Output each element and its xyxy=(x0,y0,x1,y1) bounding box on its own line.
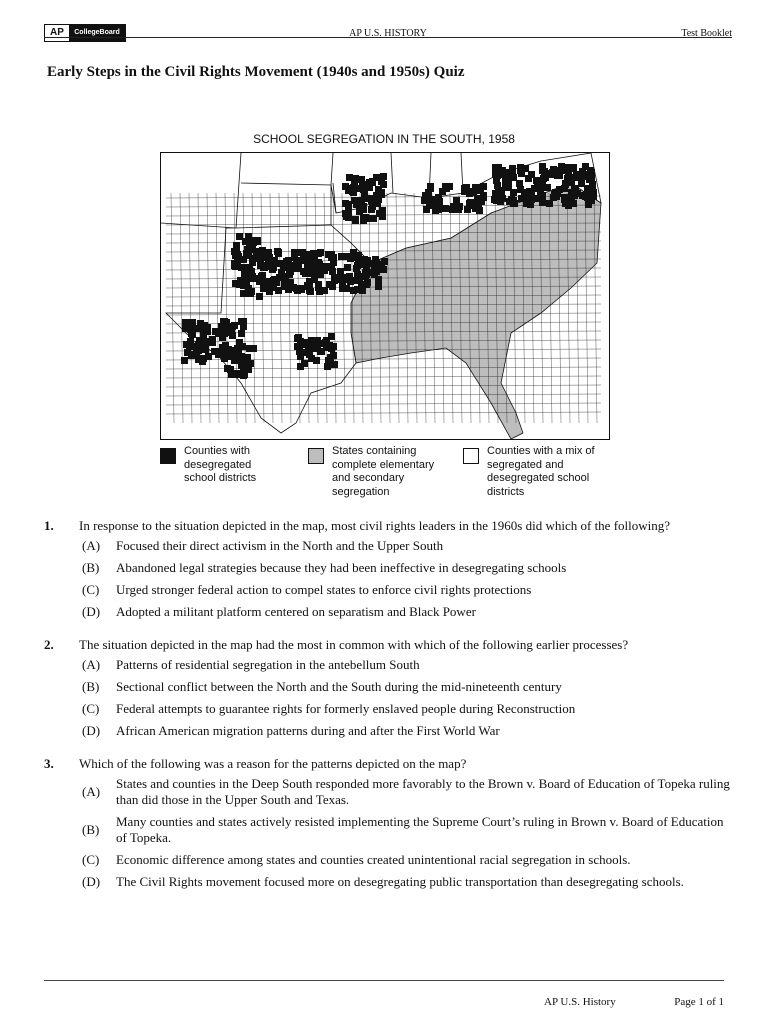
legend-label: States containing complete elementary and secondary segregation xyxy=(332,445,435,498)
legend-label: Counties with desegregated school districts xyxy=(184,445,257,484)
header-subject: AP U.S. HISTORY xyxy=(349,28,427,39)
answer-option-c[interactable] xyxy=(82,701,734,717)
option-letter: (C) xyxy=(82,852,100,867)
page-header xyxy=(44,22,732,42)
option-letter: (B) xyxy=(82,679,100,694)
option-text: States and counties in the Deep South responded more favorably to the Brown v. Board of Education of Topeka ruling than did those in the Upper South and Texas. xyxy=(116,776,730,807)
option-text: The Civil Rights movement focused more on desegregating public transportation than desegregating schools. xyxy=(116,874,684,889)
option-letter: (A) xyxy=(82,538,101,553)
option-text: Patterns of residential segregation in the antebellum South xyxy=(116,657,420,672)
question-stem: In response to the situation depicted in the map, most civil rights leaders in the 1960s did which of the following? xyxy=(79,518,671,533)
answer-option-c[interactable] xyxy=(82,852,734,868)
option-text: Federal attempts to guarantee rights for formerly enslaved people during Reconstruction xyxy=(116,701,576,716)
legend-item-complete-segregation xyxy=(308,445,434,499)
question-number: 3. xyxy=(44,756,54,771)
option-letter: (C) xyxy=(82,582,100,597)
answer-option-b[interactable] xyxy=(82,679,734,695)
option-letter: (A) xyxy=(82,657,101,672)
option-text: Many counties and states actively resisted implementing the Supreme Court’s ruling in Brown v. Board of Education of Topeka. xyxy=(116,814,724,845)
answer-option-a[interactable] xyxy=(82,657,734,673)
question-stem: The situation depicted in the map had the most in common with which of the following earlier processes? xyxy=(79,637,629,652)
option-text: Adopted a militant platform centered on separatism and Black Power xyxy=(116,604,476,619)
option-letter: (C) xyxy=(82,701,100,716)
question-number: 2. xyxy=(44,637,54,652)
option-text: Abandoned legal strategies because they had been ineffective in desegregating schools xyxy=(116,560,567,575)
logo-collegeboard: CollegeBoard xyxy=(69,25,125,41)
legend-label: Counties with a mix of segregated and desegregated school districts xyxy=(487,445,595,498)
option-text: African American migration patterns during and after the First World War xyxy=(116,723,500,738)
answer-option-b[interactable] xyxy=(82,814,734,846)
answer-option-a[interactable] xyxy=(82,776,734,808)
answer-option-c[interactable] xyxy=(82,582,734,598)
option-text: Economic difference among states and counties created unintentional racial segregation in schools. xyxy=(116,852,631,867)
question-3 xyxy=(44,756,734,890)
question-list xyxy=(44,518,734,907)
legend-item-desegregated xyxy=(160,445,256,486)
page-title: Early Steps in the Civil Rights Movement (1940s and 1950s) Quiz xyxy=(47,64,465,80)
answer-option-d[interactable] xyxy=(82,874,734,890)
option-text: Focused their direct activism in the North and the Upper South xyxy=(116,538,444,553)
option-text: Sectional conflict between the North and the South during the mid-nineteenth century xyxy=(116,679,562,694)
answer-option-d[interactable] xyxy=(82,723,734,739)
option-letter: (A) xyxy=(82,784,101,799)
logo-ap: AP xyxy=(45,25,69,41)
question-1 xyxy=(44,518,734,620)
map-title: SCHOOL SEGREGATION IN THE SOUTH, 1958 xyxy=(253,132,515,146)
option-letter: (D) xyxy=(82,874,101,889)
answer-option-d[interactable] xyxy=(82,604,734,620)
option-letter: (D) xyxy=(82,723,101,738)
option-letter: (D) xyxy=(82,604,101,619)
header-booklet: Test Booklet xyxy=(681,28,732,39)
answer-option-b[interactable] xyxy=(82,560,734,576)
legend-swatch-white xyxy=(463,448,479,464)
legend-swatch-gray xyxy=(308,448,324,464)
option-text: Urged stronger federal action to compel states to enforce civil rights protections xyxy=(116,582,532,597)
footer-page-number: Page 1 of 1 xyxy=(674,996,724,1008)
footer-divider xyxy=(44,980,724,981)
header-divider xyxy=(44,37,732,38)
question-stem: Which of the following was a reason for the patterns depicted on the map? xyxy=(79,756,467,771)
question-number: 1. xyxy=(44,518,54,533)
footer-subject: AP U.S. History xyxy=(544,996,616,1008)
map-graphic xyxy=(161,153,609,439)
option-letter: (B) xyxy=(82,822,100,837)
legend-swatch-black xyxy=(160,448,176,464)
answer-option-a[interactable] xyxy=(82,538,734,554)
option-letter: (B) xyxy=(82,560,100,575)
legend-item-mixed xyxy=(463,445,595,499)
segregation-map xyxy=(160,152,610,440)
question-2 xyxy=(44,637,734,739)
